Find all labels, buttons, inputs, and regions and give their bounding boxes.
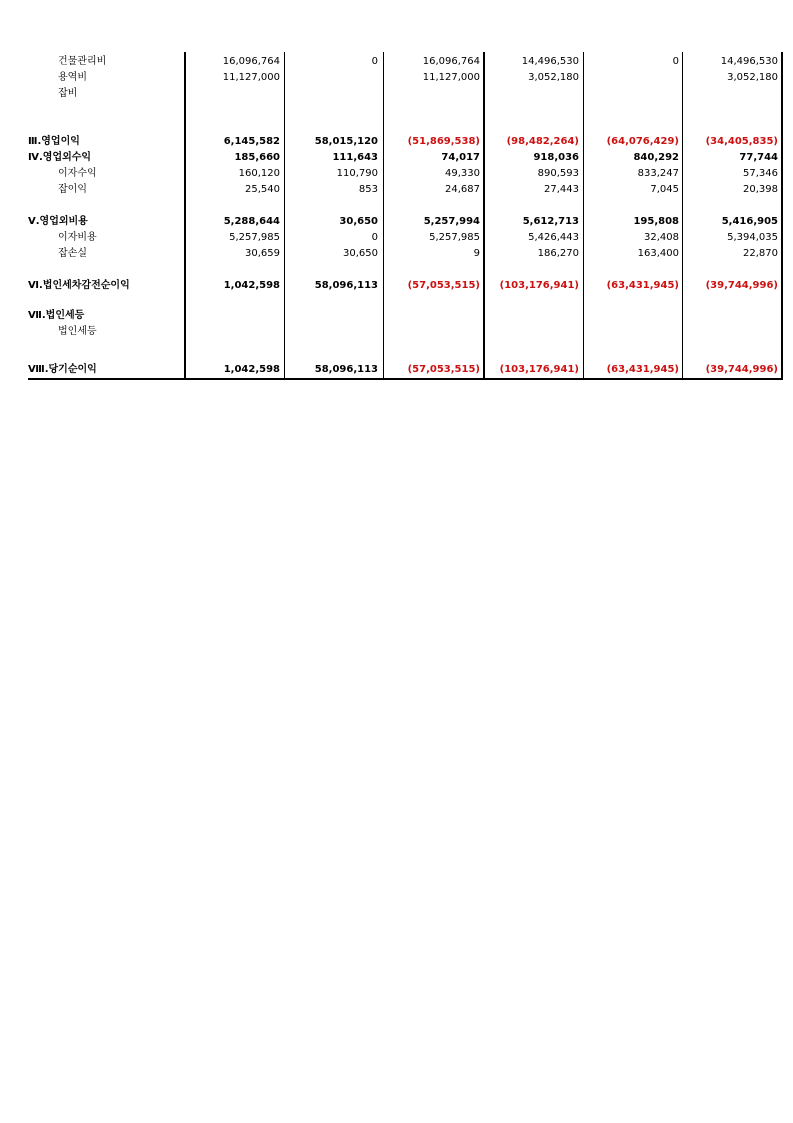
table-row [28,362,783,378]
value-cell [686,308,778,324]
value-cell [586,86,679,102]
value-cell: 0 [371,56,378,67]
value-cell: 5,257,985 [429,232,480,243]
value-cell [686,324,778,340]
row-label: Ⅷ.당기순이익 [28,364,97,375]
value-cell: 11,127,000 [222,72,280,83]
value-cell [386,86,480,102]
table-row [28,246,783,262]
value-cell [286,308,378,324]
value-cell: (64,076,429) [606,136,679,147]
value-cell: 840,292 [633,152,679,163]
value-cell: 9 [473,248,480,259]
value-cell: (63,431,945) [606,280,679,291]
income-statement-table [28,52,783,380]
value-cell: 6,145,582 [223,136,280,147]
table-row [28,70,783,86]
value-cell: 163,400 [637,248,679,259]
table-row [28,278,783,294]
value-cell: (39,744,996) [705,364,778,375]
bottom-rule [28,378,783,380]
value-cell: 32,408 [644,232,679,243]
table-row [28,86,783,102]
value-cell: (34,405,835) [705,136,778,147]
row-label: 잡비 [58,88,78,99]
value-cell: 5,257,994 [423,216,480,227]
value-cell: 5,288,644 [223,216,280,227]
value-cell: 14,496,530 [521,56,579,67]
value-cell: 5,612,713 [522,216,579,227]
row-label: Ⅶ.법인세등 [28,310,85,321]
value-cell: 57,346 [743,168,778,179]
value-cell [486,324,579,340]
value-cell: 111,643 [332,152,378,163]
value-cell: 22,870 [743,248,778,259]
value-cell: 5,394,035 [727,232,778,243]
table-row [28,150,783,166]
value-cell: (103,176,941) [499,280,579,291]
value-cell: 5,426,443 [528,232,579,243]
value-cell: 58,015,120 [314,136,378,147]
value-cell: 833,247 [637,168,679,179]
row-label: 이자비용 [58,232,97,243]
value-cell: 25,540 [245,184,280,195]
table-row [28,230,783,246]
value-cell: 110,790 [336,168,378,179]
value-cell: 16,096,764 [222,56,280,67]
value-cell: 185,660 [234,152,280,163]
table-row [28,308,783,324]
value-cell: (57,053,515) [407,364,480,375]
row-label: Ⅳ.영업외수익 [28,152,92,163]
value-cell: 3,052,180 [528,72,579,83]
value-cell: (51,869,538) [407,136,480,147]
table-row [28,134,783,150]
value-cell: 853 [358,184,378,195]
value-cell: 5,257,985 [229,232,280,243]
value-cell: 24,687 [445,184,480,195]
value-cell: 49,330 [445,168,480,179]
table-row [28,166,783,182]
value-cell [286,324,378,340]
value-cell: 3,052,180 [727,72,778,83]
value-cell: 30,659 [245,248,280,259]
value-cell: 0 [371,232,378,243]
value-cell: 5,416,905 [721,216,778,227]
row-label: 잡손실 [58,248,87,259]
value-cell [486,308,579,324]
value-cell [286,70,378,86]
row-label: 법인세등 [58,326,97,337]
value-cell: 160,120 [238,168,280,179]
value-cell: 20,398 [743,184,778,195]
value-cell [186,324,280,340]
value-cell: 27,443 [544,184,579,195]
value-cell [586,324,679,340]
row-label: Ⅲ.영업이익 [28,136,80,147]
row-label: Ⅴ.영업외비용 [28,216,88,227]
table-row [28,214,783,230]
value-cell: (103,176,941) [499,364,579,375]
value-cell: (39,744,996) [705,280,778,291]
value-cell [386,324,480,340]
value-cell [486,86,579,102]
value-cell: 77,744 [739,152,778,163]
value-cell: 0 [672,56,679,67]
value-cell [686,86,778,102]
value-cell: 16,096,764 [422,56,480,67]
value-cell: (57,053,515) [407,280,480,291]
value-cell: 1,042,598 [223,280,280,291]
table-row [28,54,783,70]
value-cell: 74,017 [441,152,480,163]
value-cell: 195,808 [633,216,679,227]
row-label: Ⅵ.법인세차감전순이익 [28,280,130,291]
value-cell: 890,593 [537,168,579,179]
row-label: 용역비 [58,72,87,83]
value-cell [186,308,280,324]
value-cell: (98,482,264) [506,136,579,147]
value-cell [186,86,280,102]
row-label: 이자수익 [58,168,97,179]
value-cell: (63,431,945) [606,364,679,375]
value-cell [586,308,679,324]
value-cell [586,70,679,86]
row-label: 건물관리비 [58,56,107,67]
table-row [28,324,783,340]
value-cell: 186,270 [537,248,579,259]
value-cell: 11,127,000 [422,72,480,83]
value-cell: 58,096,113 [314,280,378,291]
value-cell [286,86,378,102]
value-cell: 30,650 [339,216,378,227]
value-cell: 14,496,530 [720,56,778,67]
value-cell: 1,042,598 [223,364,280,375]
value-cell: 7,045 [650,184,679,195]
value-cell: 918,036 [533,152,579,163]
value-cell: 30,650 [343,248,378,259]
table-row [28,182,783,198]
row-label: 잡이익 [58,184,87,195]
value-cell: 58,096,113 [314,364,378,375]
value-cell [386,308,480,324]
